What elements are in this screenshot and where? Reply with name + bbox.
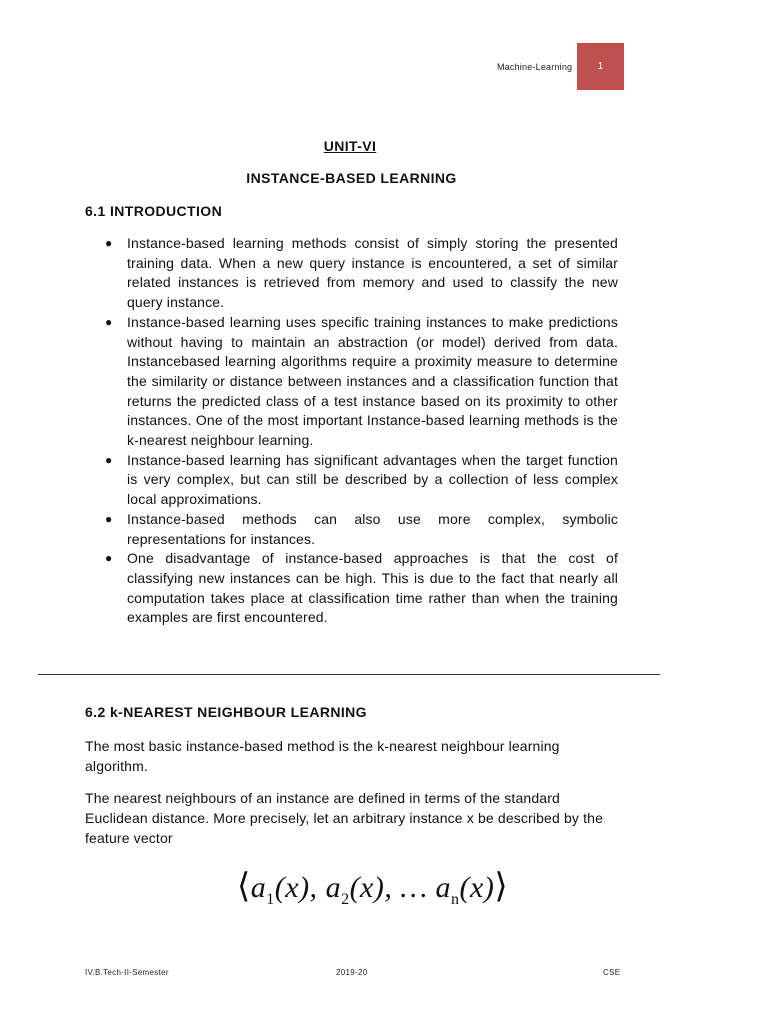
bullet-dot-icon: ● xyxy=(105,314,113,329)
bullet-text: Instance-based learning methods consist of simply storing the presented training data. When a new query instance is encountered, a set of similar related instances is retrieved from memory and used to classify the new query instance. xyxy=(127,235,618,311)
knn-intro-paragraph: The most basic instance-based method is the k-nearest neighbour learning algorithm. xyxy=(85,738,560,774)
bullet-item xyxy=(104,234,618,313)
feature-vector-formula: $⟨a_1(x)$, $a_2(x)$, … $a_n(x)⟩$ xyxy=(237,868,509,908)
bullet-item xyxy=(104,313,618,451)
section-heading-knn: 6.2 k-NEAREST NEIGHBOUR LEARNING xyxy=(85,704,367,720)
bullet-text: One disadvantage of instance-based approaches is that the cost of classifying new instances can be high. This is due to the fact that nearly all computation takes place at classification time rather than when the training examples are first encountered. xyxy=(127,550,618,626)
bullet-item xyxy=(104,549,618,628)
footer-course: IV.B.Tech-II-Semester xyxy=(85,968,169,977)
bullet-item xyxy=(104,510,618,549)
bullet-text: Instance-based methods can also use more complex, symbolic representations for instances. xyxy=(127,510,618,547)
bullet-dot-icon: ● xyxy=(105,551,113,566)
intro-bullet-list xyxy=(104,234,618,628)
header-title: Machine-Learning xyxy=(497,62,573,72)
footer-year: 2019-20 xyxy=(336,968,368,977)
page-number-badge: 1 xyxy=(577,43,624,90)
bullet-text: Instance-based learning uses specific training instances to make predictions without having to maintain an abstraction (or model) derived from data. Instancebased learning algorithms require a proximity measure to determine the similarity or distance between instances and a classification function that returns the predicted class of a test instance based on its proximity to other instances. One of the most important Instance-based learning methods is the k-nearest neighbour learning. xyxy=(127,313,618,449)
section-heading-introduction: 6.1 INTRODUCTION xyxy=(85,203,223,219)
chapter-title: INSTANCE-BASED LEARNING xyxy=(246,170,457,186)
footer-department: CSE xyxy=(603,968,621,977)
bullet-dot-icon: ● xyxy=(105,511,113,526)
section-divider xyxy=(38,674,660,675)
bullet-dot-icon: ● xyxy=(105,452,113,467)
bullet-dot-icon: ● xyxy=(105,236,113,250)
bullet-text: Instance-based learning has significant advantages when the target function is very complex, but can still be described by a collection of less complex local approximations. xyxy=(127,451,618,508)
bullet-item xyxy=(104,451,618,510)
unit-title: UNIT-VI xyxy=(323,138,377,154)
knn-definition-paragraph: The nearest neighbours of an instance are defined in terms of the standard Euclidean distance. More precisely, let an arbitrary instance x be described by the feature vector xyxy=(85,790,604,846)
